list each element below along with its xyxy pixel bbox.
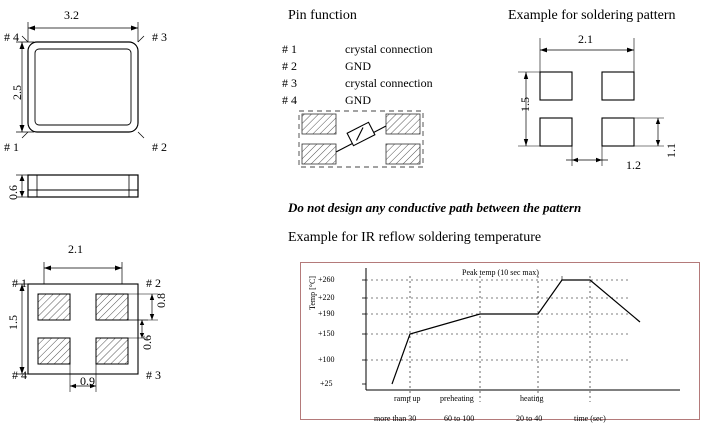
- pin-label: # 3: [282, 76, 297, 90]
- conductive-path-warning: Do not design any conductive path between the pattern: [288, 200, 582, 215]
- bottom-view-pad-height-dim: 0.8: [154, 293, 168, 308]
- reflow-chart: [300, 262, 700, 420]
- top-view-pin-1: # 1: [4, 140, 19, 154]
- pin-desc: crystal connection: [345, 76, 433, 90]
- top-view-pin-4: # 4: [4, 30, 19, 44]
- top-view-height-dim: 2.5: [10, 85, 24, 100]
- chart-ytick-150: +150: [318, 329, 335, 338]
- pin-function-heading: Pin function: [288, 8, 357, 23]
- bottom-view-pin-4: # 4: [12, 368, 27, 382]
- bottom-view-height-dim: 1.5: [6, 315, 20, 330]
- bottom-view-width-dim: 2.1: [68, 242, 83, 256]
- top-view-width-dim: 3.2: [64, 8, 79, 22]
- bottom-view-pad-width-dim: 0.9: [80, 374, 95, 388]
- chart-ytick-220: +220: [318, 293, 335, 302]
- soldering-pad-gap-dim: 1.2: [626, 158, 641, 172]
- chart-ytick-260: +260: [318, 275, 335, 284]
- soldering-width-dim: 2.1: [578, 32, 593, 46]
- chart-zone-preheating: preheating: [440, 394, 474, 403]
- chart-zone-ramp-up: ramp up: [394, 394, 421, 403]
- pin-label: # 1: [282, 42, 297, 56]
- pin-label: # 2: [282, 59, 297, 73]
- reflow-heading: Example for IR reflow soldering temperature: [288, 230, 542, 245]
- soldering-pattern-heading: Example for soldering pattern: [508, 8, 676, 23]
- chart-ylabel: Temp [°C]: [308, 276, 317, 310]
- soldering-pad-height-dim: 1.1: [664, 143, 678, 158]
- bottom-view-pad-gap-dim: 0.6: [140, 335, 154, 350]
- chart-xlabel: time (sec): [574, 414, 606, 423]
- chart-zone-heating: heating: [520, 394, 544, 403]
- bottom-view-pin-2: # 2: [146, 276, 161, 290]
- pin-function-row-1: [282, 40, 433, 58]
- chart-xtick-3: 20 to 40: [516, 414, 543, 423]
- bottom-view-pin-3: # 3: [146, 368, 161, 382]
- chart-ytick-100: +100: [318, 355, 335, 364]
- top-view-pin-2: # 2: [152, 140, 167, 154]
- chart-xtick-1: more than 30: [374, 414, 417, 423]
- chart-xtick-2: 60 to 100: [444, 414, 475, 423]
- pin-layout-schematic: [296, 108, 426, 170]
- pin-function-row-4: [282, 91, 371, 109]
- pin-function-row-3: [282, 74, 433, 92]
- soldering-height-dim: 1.5: [518, 97, 532, 112]
- pin-desc: GND: [345, 59, 371, 73]
- pin-function-row-2: [282, 57, 371, 75]
- chart-peak-annotation: Peak temp (10 sec max): [462, 268, 539, 277]
- pin-label: # 4: [282, 93, 297, 107]
- chart-ytick-190: +190: [318, 309, 335, 318]
- bottom-view-drawing: [8, 240, 193, 405]
- side-view-height-dim: 0.6: [6, 185, 20, 200]
- chart-ytick-25: +25: [320, 379, 333, 388]
- top-view-pin-3: # 3: [152, 30, 167, 44]
- side-view-drawing: [8, 165, 193, 210]
- pin-desc: GND: [345, 93, 371, 107]
- pin-desc: crystal connection: [345, 42, 433, 56]
- bottom-view-pin-1: # 1: [12, 276, 27, 290]
